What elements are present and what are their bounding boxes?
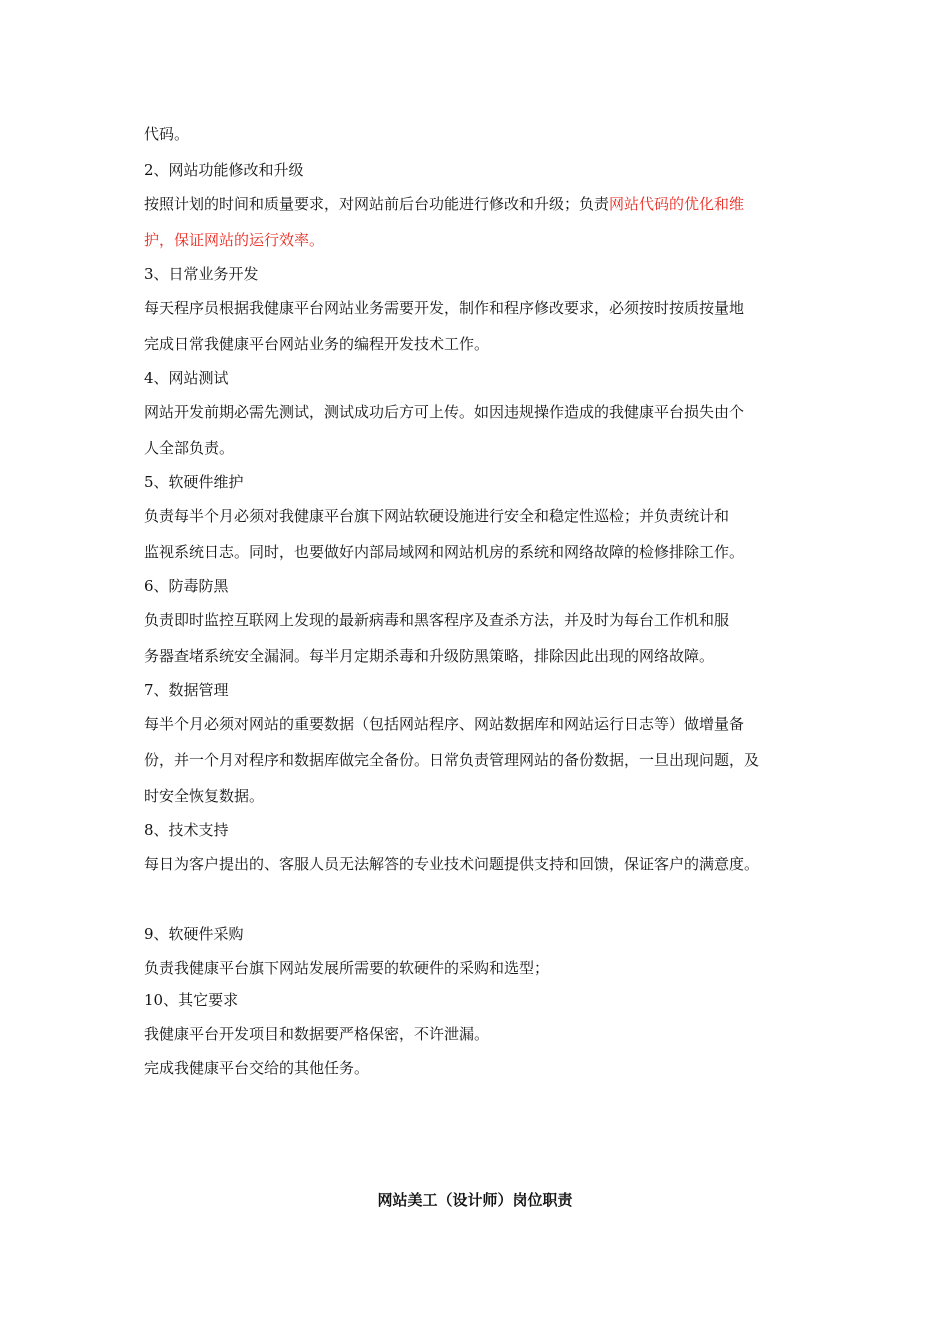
text-line: 负责我健康平台旗下网站发展所需要的软硬件的采购和选型； — [144, 959, 550, 977]
section-heading: 3、日常业务开发 — [144, 265, 259, 283]
section-heading: 9、软硬件采购 — [144, 925, 244, 943]
text-line: 完成日常我健康平台网站业务的编程开发技术工作。 — [144, 335, 490, 353]
text-line: 我健康平台开发项目和数据要严格保密，不许泄漏。 — [144, 1025, 490, 1043]
section-heading: 8、技术支持 — [144, 821, 229, 839]
text-line: 监视系统日志。同时，也要做好内部局域网和网站机房的系统和网络故障的检修排除工作。 — [144, 543, 745, 561]
text-line: 网站开发前期必需先测试，测试成功后方可上传。如因违规操作造成的我健康平台损失由个 — [144, 403, 745, 421]
section-heading: 6、防毒防黑 — [144, 577, 229, 595]
text-line: 代码。 — [144, 125, 190, 143]
section-heading: 7、数据管理 — [144, 681, 229, 699]
text-line: 负责即时监控互联网上发现的最新病毒和黑客程序及查杀方法，并及时为每台工作机和服 — [144, 611, 730, 629]
section-heading: 4、网站测试 — [144, 369, 229, 387]
text-line: 份，并一个月对程序和数据库做完全备份。日常负责管理网站的备份数据，一旦出现问题，及 — [144, 751, 760, 769]
text-span: 按照计划的时间和质量要求，对网站前后台功能进行修改和升级；负责 — [144, 195, 610, 213]
text-line: 务器查堵系统安全漏洞。每半月定期杀毒和升级防黑策略，排除因此出现的网络故障。 — [144, 647, 715, 665]
highlighted-text: 护，保证网站的运行效率。 — [144, 231, 325, 249]
section-heading: 2、网站功能修改和升级 — [144, 161, 304, 179]
text-line: 负责每半个月必须对我健康平台旗下网站软硬设施进行安全和稳定性巡检；并负责统计和 — [144, 507, 730, 525]
text-line: 人全部负责。 — [144, 439, 235, 457]
section-heading: 5、软硬件维护 — [144, 473, 244, 491]
text-line: 时安全恢复数据。 — [144, 787, 265, 805]
section-heading: 10、其它要求 — [144, 991, 239, 1009]
highlighted-text: 网站代码的优化和维 — [609, 195, 745, 213]
text-line: 每半个月必须对网站的重要数据（包括网站程序、网站数据库和网站运行日志等）做增量备 — [144, 715, 745, 733]
text-line: 完成我健康平台交给的其他任务。 — [144, 1059, 370, 1077]
section-title: 网站美工（设计师）岗位职责 — [377, 1191, 573, 1209]
text-line: 每日为客户提出的、客服人员无法解答的专业技术问题提供支持和回馈，保证客户的满意度。 — [144, 855, 760, 873]
text-line — [144, 194, 744, 214]
text-line: 每天程序员根据我健康平台网站业务需要开发，制作和程序修改要求，必须按时按质按量地 — [144, 299, 745, 317]
